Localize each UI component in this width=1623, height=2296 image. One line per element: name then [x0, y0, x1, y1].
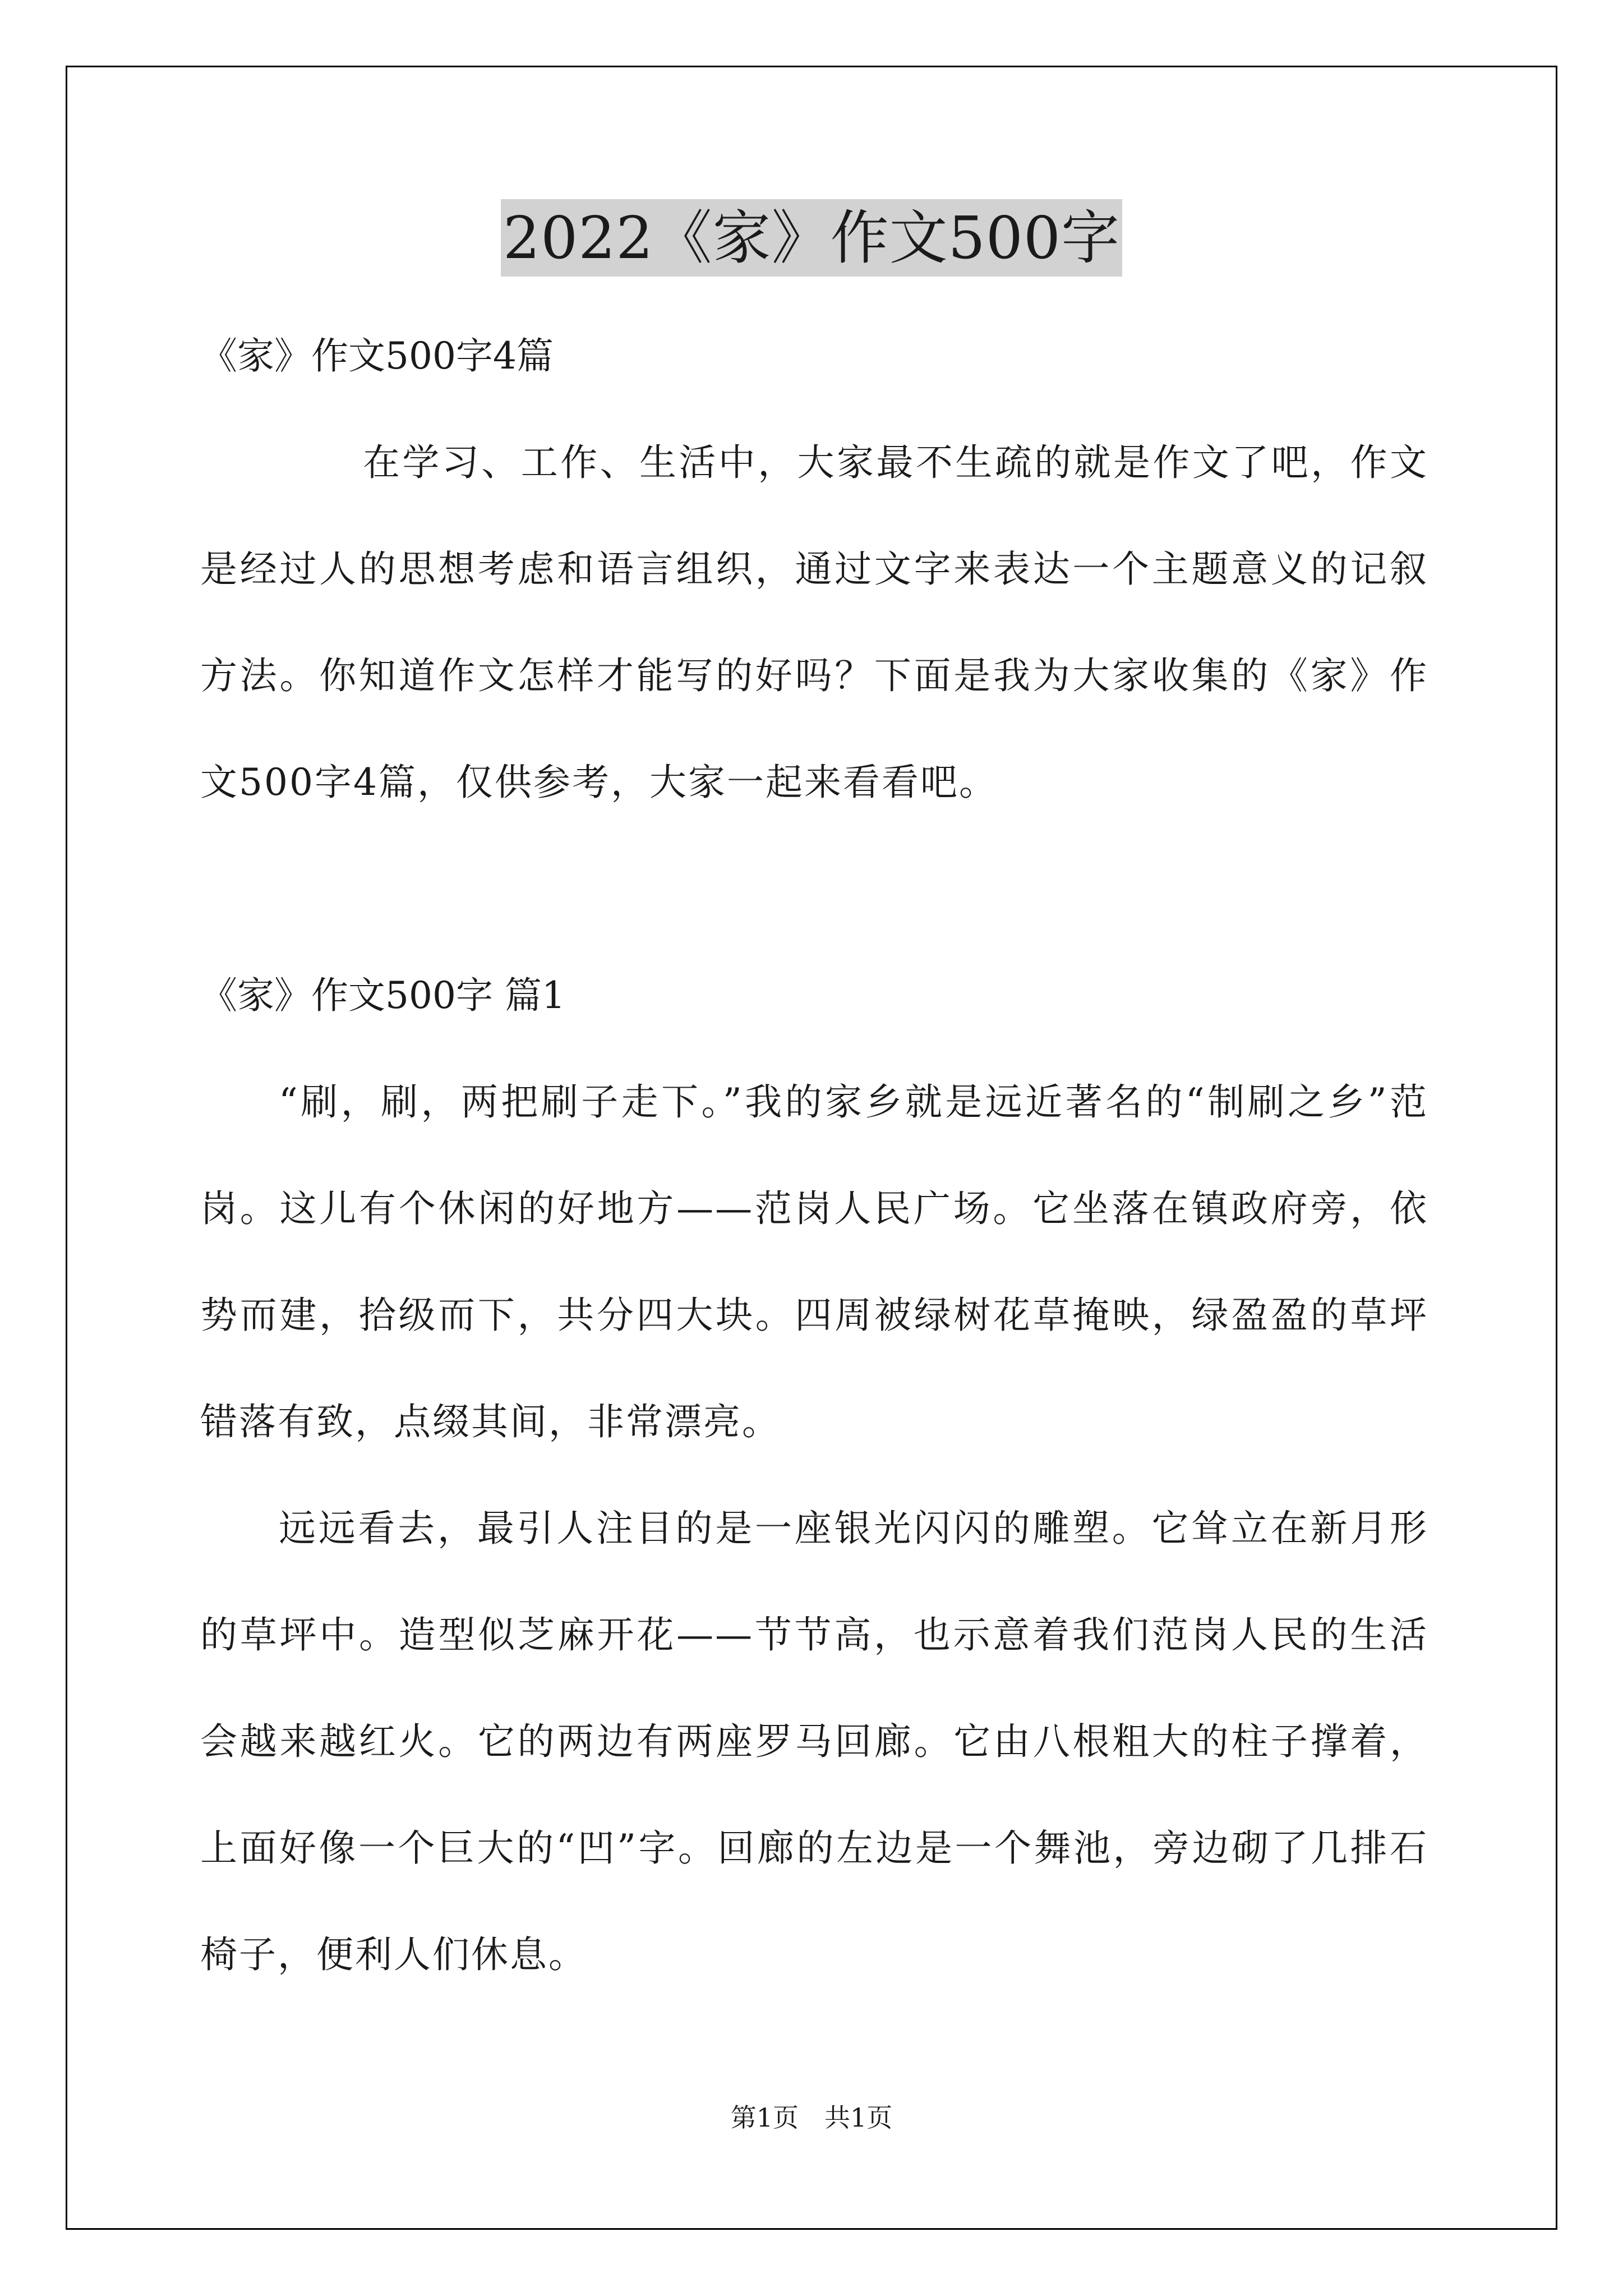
section1-heading: 《家》作文500字 篇1 — [200, 974, 565, 1017]
document-title: 2022《家》作文500字 — [501, 199, 1122, 277]
intro-heading: 《家》作文500字4篇 — [200, 334, 554, 378]
page-footer: 第1页 共1页 — [730, 2102, 893, 2133]
document-body — [200, 303, 1428, 2008]
section1-paragraph-1: “刷，刷，两把刷子走下。”我的家乡就是远近著名的“制刷之乡”范岗。这儿有个休闲的好地方——范岗人民广场。它坐落在镇政府旁，依势而建，拾级而下，共分四大块。四周被绿树花草掩映，绿盈盈的草坪错落有致，点缀其间，非常漂亮。 — [200, 1080, 1428, 1443]
section-spacer — [200, 836, 1428, 942]
title-container — [0, 199, 1623, 277]
intro-paragraph: 在学习、工作、生活中，大家最不生疏的就是作文了吧，作文是经过人的思想考虑和语言组织，通过文字来表达一个主题意义的记叙方法。你知道作文怎样才能写的好吗？下面是我为大家收集的《家》作文500字4篇，仅供参考，大家一起来看看吧。 — [200, 441, 1428, 804]
section1-paragraph-2: 远远看去，最引人注目的是一座银光闪闪的雕塑。它耸立在新月形的草坪中。造型似芝麻开花——节节高，也示意着我们范岗人民的生活会越来越红火。它的两边有两座罗马回廊。它由八根粗大的柱子撑着，上面好像一个巨大的“凹”字。回廊的左边是一个舞池，旁边砌了几排石椅子，便利人们休息。 — [200, 1507, 1428, 1976]
